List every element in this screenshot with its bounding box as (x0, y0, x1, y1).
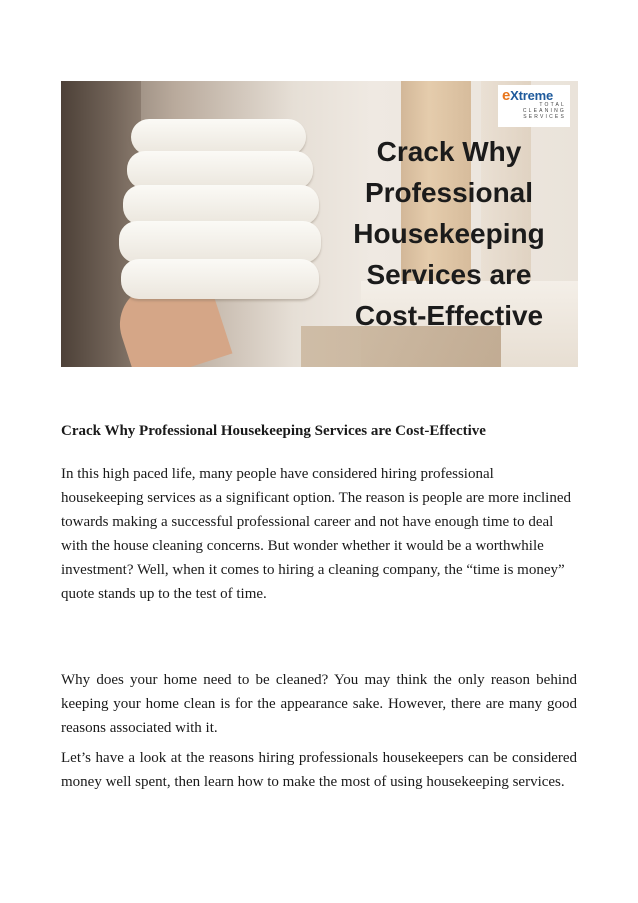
logo-line: TOTAL (539, 102, 566, 108)
paragraph: Let’s have a look at the reasons hiring professionals housekeepers can be considered money well spent, then learn how to make the most of using housekeeping services. (61, 750, 577, 790)
company-logo (498, 85, 570, 127)
towel (123, 185, 319, 225)
logo-line: SERVICES (523, 114, 566, 120)
logo-line: CLEANING (522, 108, 566, 114)
towel (121, 259, 319, 299)
towel (127, 151, 313, 189)
hero-title: Crack Why Professional Housekeeping Services are Cost-Effective (353, 136, 545, 331)
article-heading: Crack Why Professional Housekeeping Services are Cost-Effective (61, 423, 486, 439)
paragraph: Why does your home need to be cleaned? You may think the only reason behind keeping your home clean is for the appearance sake. However, there are many good reasons associated with it. (61, 672, 577, 736)
paragraph: In this high paced life, many people have considered hiring professional housekeeping services as a significant option. The reason is people are more inclined towards making a successful professional career and not have enough time to deal with the house cleaning concerns. But wonder whether it would be a worthwhile investment? Well, when it comes to hiring a cleaning company, the “time is money” quote stands up to the test of time. (61, 466, 571, 602)
towel (119, 221, 321, 263)
logo-wordmark: eXtreme (502, 87, 554, 104)
hero-image (61, 81, 578, 367)
towel (131, 119, 306, 155)
